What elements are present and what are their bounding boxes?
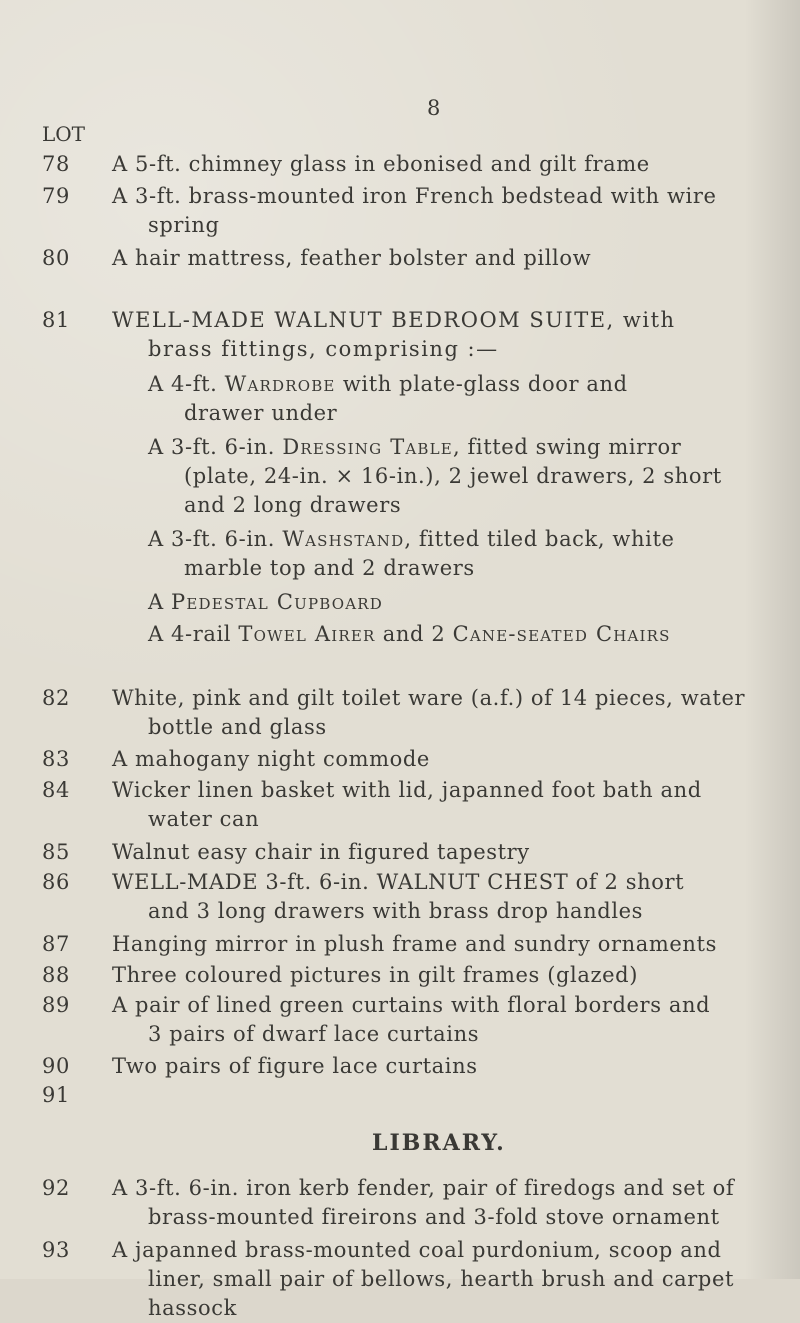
lot-text: Walnut easy chair in figured tapestry xyxy=(112,840,530,864)
lot-text-continuation: liner, small pair of bellows, hearth brush and carpet xyxy=(148,1267,735,1291)
lot-number: 80 xyxy=(42,246,70,270)
lot-text: Two pairs of figure lace curtains xyxy=(112,1054,478,1078)
section-title: LIBRARY. xyxy=(372,1130,506,1156)
lot-text-continuation: 3 pairs of dwarf lace curtains xyxy=(148,1022,480,1046)
suite-item-rest: with plate-glass door and xyxy=(335,372,628,396)
lot-description xyxy=(112,1174,752,1232)
lot-description xyxy=(112,244,752,273)
lot-number: 83 xyxy=(42,747,70,771)
lot-description xyxy=(112,182,752,240)
lot-description xyxy=(112,776,752,834)
lot-text: A 5-ft. chimney glass in ebonised and gilt frame xyxy=(112,152,650,176)
lot-text-continuation: brass fittings, comprising :— xyxy=(148,337,499,361)
lot-description xyxy=(112,868,752,926)
lot-number: 87 xyxy=(42,932,70,956)
lot-text-continuation: and 3 long drawers with brass drop handles xyxy=(148,899,644,923)
lot-number: 86 xyxy=(42,870,70,894)
lot-text: White, pink and gilt toilet ware (a.f.) of 14 pieces, water xyxy=(112,686,746,710)
lot-number: 78 xyxy=(42,152,70,176)
suite-item-continuation: and 2 long drawers xyxy=(184,493,402,517)
suite-item xyxy=(148,620,758,649)
suite-item-name: Dressing Table xyxy=(282,435,453,459)
suite-item-name: Wardrobe xyxy=(224,372,336,396)
lot-text: A japanned brass-mounted coal purdonium, scoop and xyxy=(112,1238,722,1262)
lot-description xyxy=(112,684,752,742)
suite-item-rest: , fitted tiled back, white xyxy=(404,527,675,551)
suite-item xyxy=(148,433,758,520)
suite-item xyxy=(148,370,758,428)
lot-number: 93 xyxy=(42,1238,70,1262)
lot-number: 85 xyxy=(42,840,70,864)
lot-text: A pair of lined green curtains with floral borders and xyxy=(112,993,711,1017)
suite-item-name: Washstand xyxy=(282,527,405,551)
lot-description xyxy=(112,961,752,990)
lot-number: 90 xyxy=(42,1054,70,1078)
lot-text-continuation: spring xyxy=(148,213,220,237)
suite-item-continuation: marble top and 2 drawers xyxy=(184,556,475,580)
suite-item-name: Pedestal Cupboard xyxy=(171,590,383,614)
suite-item-continuation: drawer under xyxy=(184,401,338,425)
lot-number: 92 xyxy=(42,1176,70,1200)
lot-number: 91 xyxy=(42,1083,70,1107)
suite-item-rest: , fitted swing mirror xyxy=(452,435,682,459)
suite-item-name: Towel Airer xyxy=(238,622,376,646)
lot-number: 81 xyxy=(42,308,70,332)
lot-text: Hanging mirror in plush frame and sundry ornaments xyxy=(112,932,717,956)
lot-description xyxy=(112,745,752,774)
lot-text: Three coloured pictures in gilt frames (glazed) xyxy=(112,963,639,987)
lot-description xyxy=(112,838,752,867)
lot-text-continuation: bottle and glass xyxy=(148,715,327,739)
suite-item-prefix: A 4-ft. xyxy=(148,372,225,396)
lot-text: Wicker linen basket with lid, japanned foot bath and xyxy=(112,778,702,802)
lot-column-header: LOT xyxy=(42,122,86,146)
lot-text: A mahogany night commode xyxy=(112,747,430,771)
lot-text-continuation: brass-mounted fireirons and 3-fold stove ornament xyxy=(148,1205,720,1229)
lot-number: 89 xyxy=(42,993,70,1017)
lot-number: 84 xyxy=(42,778,70,802)
suite-item-prefix: A 4-rail xyxy=(148,622,239,646)
suite-item-prefix: A 3-ft. 6-in. xyxy=(148,527,283,551)
suite-item-name: Cane-seated Chairs xyxy=(452,622,671,646)
lot-text: A hair mattress, feather bolster and pillow xyxy=(112,246,592,270)
suite-item-continuation: (plate, 24-in. × 16-in.), 2 jewel drawers, 2 short xyxy=(184,464,722,488)
suite-item xyxy=(148,525,758,583)
lot-number: 82 xyxy=(42,686,70,710)
suite-item xyxy=(148,588,758,617)
lot-text: A 3-ft. brass-mounted iron French bedstead with wire xyxy=(112,184,717,208)
lot-description xyxy=(112,150,752,179)
lot-text: A 3-ft. 6-in. iron kerb fender, pair of firedogs and set of xyxy=(112,1176,735,1200)
lot-description xyxy=(112,991,752,1049)
lot-description xyxy=(112,306,752,364)
lot-number: 79 xyxy=(42,184,70,208)
lot-description xyxy=(112,1236,752,1323)
lot-description xyxy=(112,930,752,959)
lot-text-continuation: hassock xyxy=(148,1296,237,1320)
suite-item-prefix: A xyxy=(148,590,172,614)
lot-text: WELL-MADE 3-ft. 6-in. WALNUT CHEST of 2 short xyxy=(112,870,685,894)
lot-text-continuation: water can xyxy=(148,807,260,831)
page-number: 8 xyxy=(427,96,441,120)
suite-item-prefix: A 3-ft. 6-in. xyxy=(148,435,283,459)
lot-number: 88 xyxy=(42,963,70,987)
lot-text: WELL-MADE WALNUT BEDROOM SUITE, with xyxy=(112,308,676,332)
suite-item-rest: and 2 xyxy=(375,622,453,646)
lot-description xyxy=(112,1052,752,1081)
